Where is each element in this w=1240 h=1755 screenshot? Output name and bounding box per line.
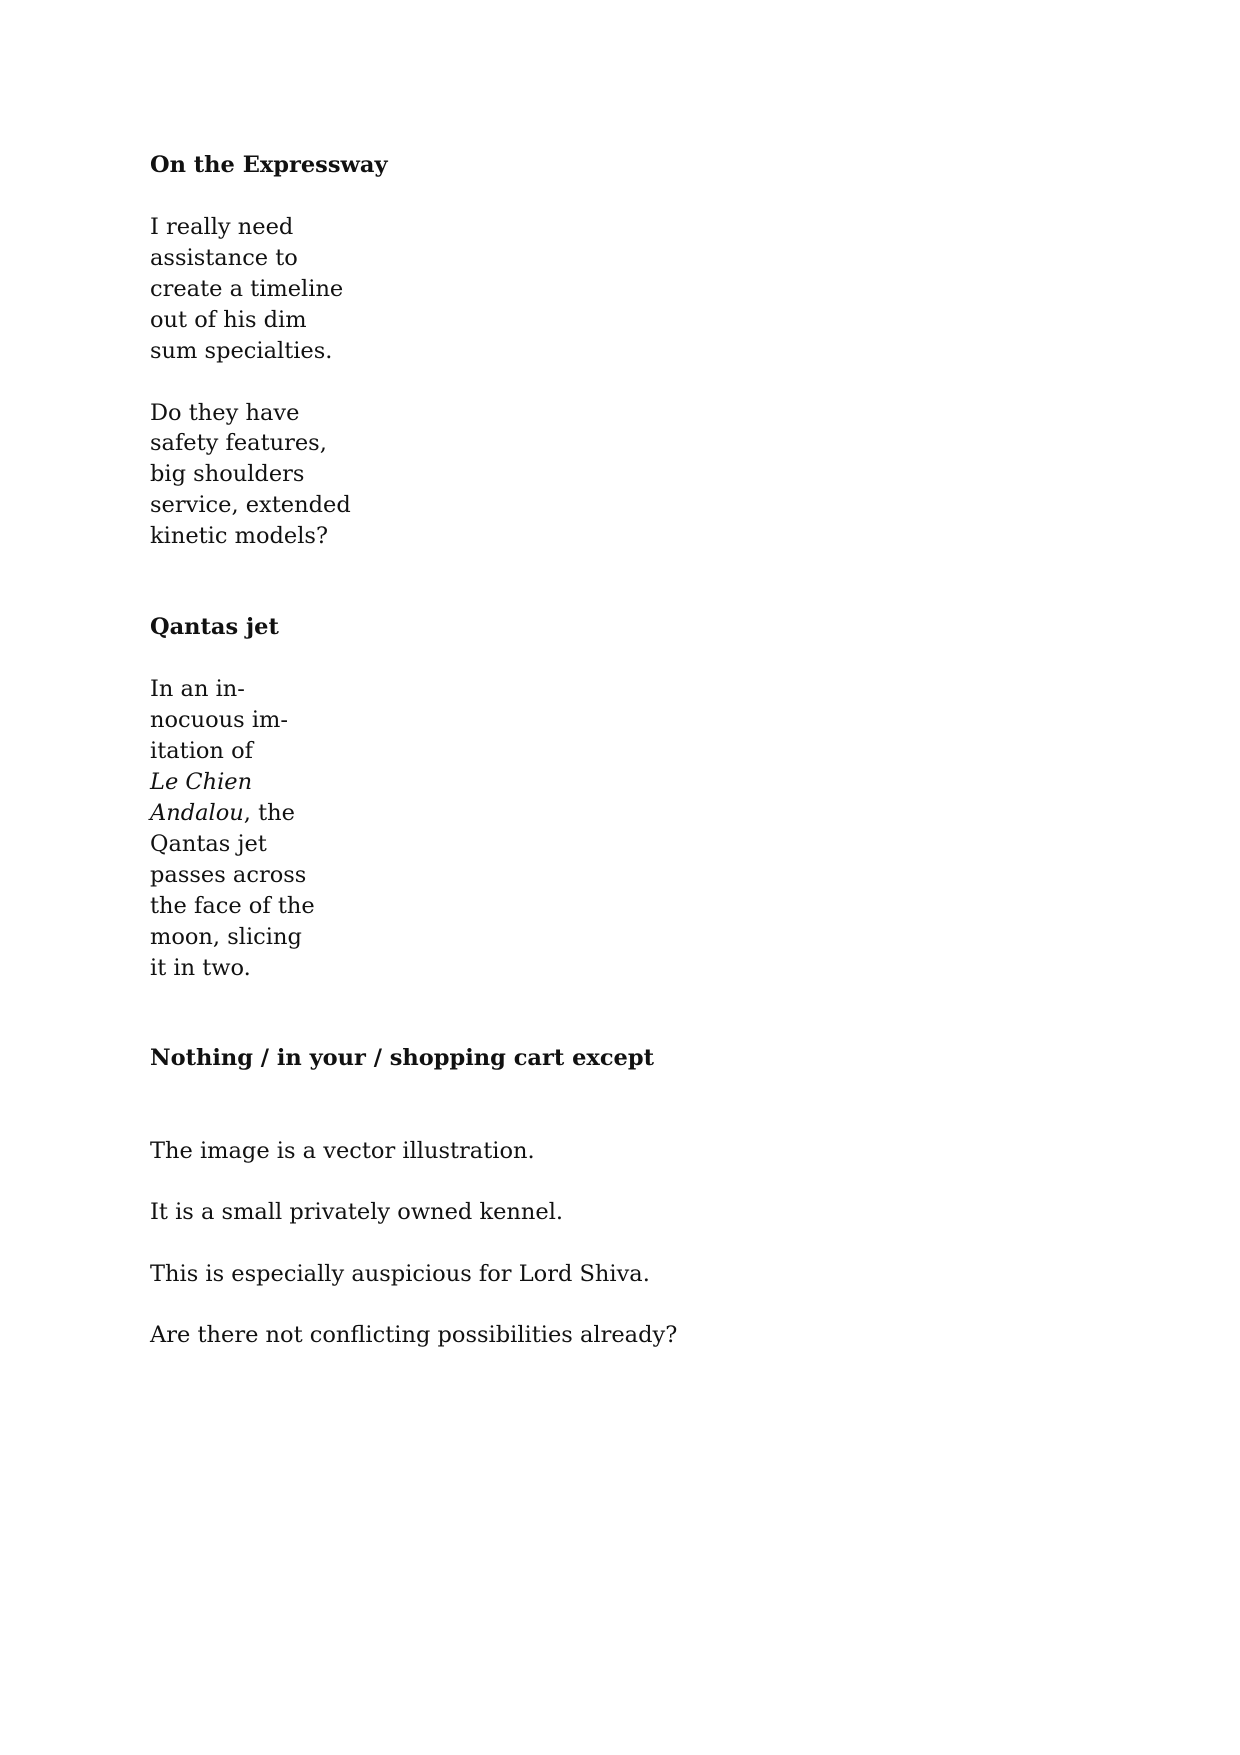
- poem-line-italic: Le Chien: [150, 769, 253, 795]
- poem-line: Are there not conflicting possibilities already?: [150, 1322, 678, 1348]
- poem-line: This is especially auspicious for Lord Shiva.: [150, 1261, 650, 1287]
- poem-line: In an in-: [150, 676, 245, 702]
- poem-line: I really need: [150, 214, 294, 240]
- poem-line: sum specialties.: [150, 338, 333, 364]
- poem-line: It is a small privately owned kennel.: [150, 1199, 564, 1225]
- poem-line: itation of: [150, 738, 253, 764]
- poem-line: create a timeline: [150, 276, 344, 302]
- poem-line: service, extended: [150, 492, 351, 518]
- poem-line: assistance to: [150, 245, 298, 271]
- poem-line: The image is a vector illustration.: [150, 1138, 535, 1164]
- poem-title-expressway: On the Expressway: [150, 152, 388, 178]
- poem-line: safety features,: [150, 430, 327, 456]
- poem-line: big shoulders: [150, 461, 305, 487]
- poem-line-italic: Andalou: [150, 800, 244, 826]
- poem-title-shopping-cart: Nothing / in your / shopping cart except: [150, 1045, 654, 1071]
- poem-line: nocuous im-: [150, 707, 288, 733]
- poem-line-rest: , the: [243, 800, 295, 826]
- poem-line: kinetic models?: [150, 523, 329, 549]
- poem-line: [150, 798, 295, 829]
- poem-line: Qantas jet: [150, 831, 267, 857]
- poem-line: Do they have: [150, 400, 300, 426]
- poem-line: passes across: [150, 862, 307, 888]
- poem-line: the face of the: [150, 893, 315, 919]
- poem-line: moon, slicing: [150, 924, 302, 950]
- poem-line: it in two.: [150, 955, 251, 981]
- poem-line: out of his dim: [150, 307, 307, 333]
- poem-title-qantas: Qantas jet: [150, 614, 279, 640]
